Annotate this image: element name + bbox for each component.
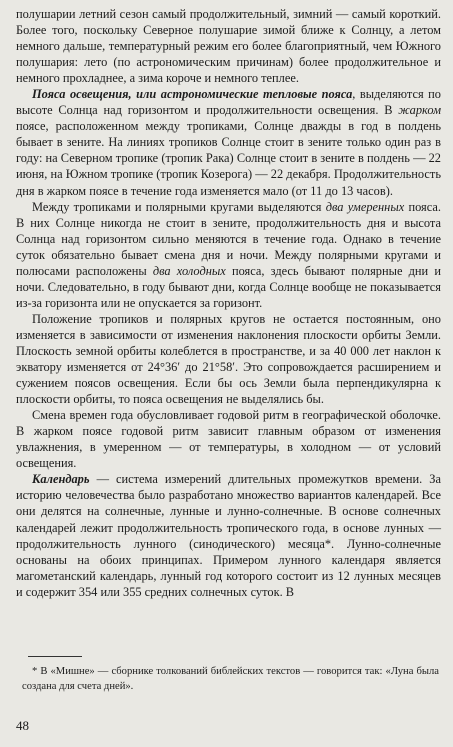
text-run: Между тропиками и полярными кругами выделяются bbox=[32, 199, 326, 214]
text-run: поясе, расположенном между тропиками, Солнце дважды в год в полдень бывает в зените. На линиях тропиков Солнце стоит в зените только один раз в году: на Северном тропике (тропик Рака) Солнце стоит в зените в полдень — 22 июня, на Южном тропике (тропик Козерога) — 22 декабря. Продолжительность дня в жарком поясе в течение года изменяется мало (от 11 до 13 часов). bbox=[16, 119, 441, 198]
text-run: — система измерений длительных промежутков времени. За историю человечества было разработано множество вариантов календарей. Все они делятся на солнечные, лунные и лунно-солнечные. В основе солнечных календарей лежит продолжительность тропического года, в основе лунных — продолжительность лунного (синодического) месяца*. Лунно-солнечные основаны на обоих принципах. Примером лунного календаря является магометанский календарь, лунный год которого состоит из 12 лунных месяцев и содержит 354 или 355 средних солнечных суток. В bbox=[16, 472, 441, 599]
text-run: Смена времен года обусловливает годовой ритм в географической оболочке. В жарком поясе годовой ритм зависит главным образом от изменения увлажнения, в умеренном — от температуры, в холодном — от условий освещения. bbox=[16, 408, 441, 471]
text-run: пояса. В них Солнце никогда не стоит в зените, продолжительность дня и высота Солнца над горизонтом сильно меняются в течение года. Однако в течение суток обязательно бывает смена дня и ночи. Между полярными кругами и полюсами расположены bbox=[16, 199, 442, 278]
paragraph-p3 bbox=[16, 199, 441, 311]
emphasized-term: жарком bbox=[398, 103, 441, 118]
page-number: 48 bbox=[16, 718, 29, 733]
paragraph-p2 bbox=[16, 86, 441, 198]
footnote-divider bbox=[28, 656, 82, 657]
text-run: полушарии летний сезон самый продолжительный, зимний — самый короткий. Более того, поскольку Северное полушарие зимой ближе к Солнцу, а летом немного дальше, температурный режим его более благоприятный, чем Южного полушария: лето (по астрономическим причинам) более продолжительное и немного прохладнее, а зима короче и немного теплее. bbox=[16, 7, 441, 86]
emphasized-term: Календарь bbox=[32, 472, 90, 487]
paragraph-p6 bbox=[16, 471, 441, 599]
paragraph-p4 bbox=[16, 311, 441, 407]
body-text bbox=[16, 6, 441, 600]
footnote: * В «Мишне» — сборнике толкований библейских текстов — говорится так: «Луна была создана для счета дней». bbox=[22, 666, 439, 692]
emphasized-term: два холодных bbox=[152, 263, 226, 278]
emphasized-term: Пояса освещения, или астрономические тепловые пояса bbox=[32, 87, 353, 102]
text-run: , выделяются по высоте Солнца над горизонтом и продолжительности освещения. В bbox=[16, 87, 441, 118]
paragraph-p1 bbox=[16, 6, 441, 86]
emphasized-term: два умеренных bbox=[325, 199, 405, 214]
text-run: Положение тропиков и полярных кругов не остается постоянным, оно изменяется в зависимости от изменения наклонения плоскости орбиты Земли. Плоскость земной орбиты колеблется в пространстве, и за 40 000 лет наклон к экватору изменяется от 24°36′ до 21°58′. Это сопровождается расширением и сужением поясов освещения. Если бы ось Земли была перпендикулярна к плоскости орбиты, то пояса освещения не выделялись бы. bbox=[16, 311, 441, 407]
paragraph-p5 bbox=[16, 407, 441, 471]
text-run: пояса, здесь бывают полярные дни и ночи. Следовательно, в году бывают дни, когда Солнце вообще не показывается из-за горизонта или не опускается за горизонт. bbox=[16, 263, 441, 310]
